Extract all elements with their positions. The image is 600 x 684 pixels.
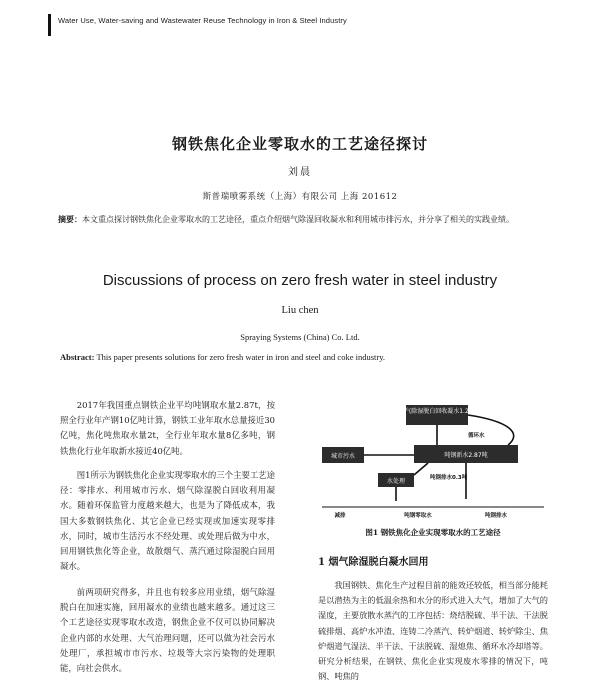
diagram-output-3: 吨钢排水 [484,513,508,519]
abstract-chinese [58,212,548,227]
process-diagram [318,403,548,523]
diagram-arrow-recycle [468,415,514,445]
journal-header: Water Use, Water-saving and Wastewater Reuse Technology in Iron & Steel Industry [58,16,347,25]
affiliation-chinese: 斯普瑞喷雾系统（上海）有限公司 上海 201612 [202,192,398,202]
diagram-arrow-to-treatment [414,463,428,475]
body-paragraph-1: 2017年我国重点钢铁企业平均吨钢取水量2.87t，按照全行业年产钢10亿吨计算，钢铁工业年取水总量接近30亿吨，焦化吨焦取水量2t，全行业年取水量8亿多吨，钢铁焦化行业年取新水接近40亿吨。 [60,400,275,456]
title-chinese: 钢铁焦化企业零取水的工艺途径探讨 [171,135,428,153]
diagram-label-top: 烟气除湿脱白回收凝水1.2吨 [399,408,475,415]
author-english: Liu chen [281,305,319,316]
affiliation-english: Spraying Systems (China) Co. Ltd. [240,332,360,342]
diagram-label-city: 城市污水 [330,453,356,460]
title-english: Discussions of process on zero fresh water in steel industry [102,272,498,289]
diagram-output-1: 减排 [334,513,346,519]
figure-caption: 图1 钢铁焦化企业实现零取水的工艺途径 [365,528,501,537]
diagram-label-fresh: 吨钢新水2.87吨 [444,452,488,459]
body-paragraph-3: 前两项研究得多，并且也有较多应用业绩，烟气除湿脱白在加速实施，回用凝水的业绩也越来越多。通过这三个工艺途径实现零取水改造，钢焦企业不仅可以协同解决企业内部的水处理、大气治理问题，还可以做为社会污水处理厂，承担城市市污水、垃圾等大宗污染物的处理职能，向社会供水。 [60,587,275,674]
section-heading: 1 烟气除湿脱白凝水回用 [318,557,429,568]
diagram-output-2: 吨钢零取水 [404,513,432,519]
abstract-chinese-label: 摘要： [58,214,82,224]
diagram-label-recycle: 循环水 [468,433,485,439]
diagram-label-discharge: 吨钢排水0.3吨 [430,475,468,481]
body-paragraph-4: 我国钢铁、焦化生产过程目前的能效还较低，相当部分能耗是以潜热为主的低温余热和水分的形式进入大气，增加了大气的湿度，主要放散水蒸汽的工序包括：烧结脱硫、半干法、干法脱硫排烟、高炉水冲渣、连铸二冷蒸汽、转炉烟道、转炉除尘、焦炉烟道气湿法、半干法、干法脱硫、湿熄焦、循环水冷却塔等。研究分析结果，在钢铁、焦化企业实现废水零排的情况下，吨钢、吨焦的 [318,580,548,682]
body-paragraph-2: 图1所示为钢铁焦化企业实现零取水的三个主要工艺途径：零排水、利用城市污水、烟气除湿脱白回收利用凝水。随着环保监管力度越来越大，也是为了降低成本，我国大多数钢铁焦化、其它企业已经实现或加速实现零排水，同时，城市生活污水不经处理、或处理后做为中水，回用钢铁焦化等企业，故散烟气、蒸汽通过除湿脱白回用凝水。 [60,470,275,572]
abstract-chinese-text: 本文重点探讨钢铁焦化企业零取水的工艺途径，重点介绍烟气除湿回收凝水和利用城市排污水，并分享了相关的实践业绩。 [82,215,514,224]
abstract-english [60,352,550,362]
header-rule [48,14,51,36]
abstract-english-label: Abstract: [60,352,95,362]
abstract-english-text: This paper presents solutions for zero fresh water in iron and steel and coke industry. [94,352,386,362]
author-chinese: 刘晨 [288,167,312,178]
diagram-label-treatment: 水处理 [386,478,406,485]
